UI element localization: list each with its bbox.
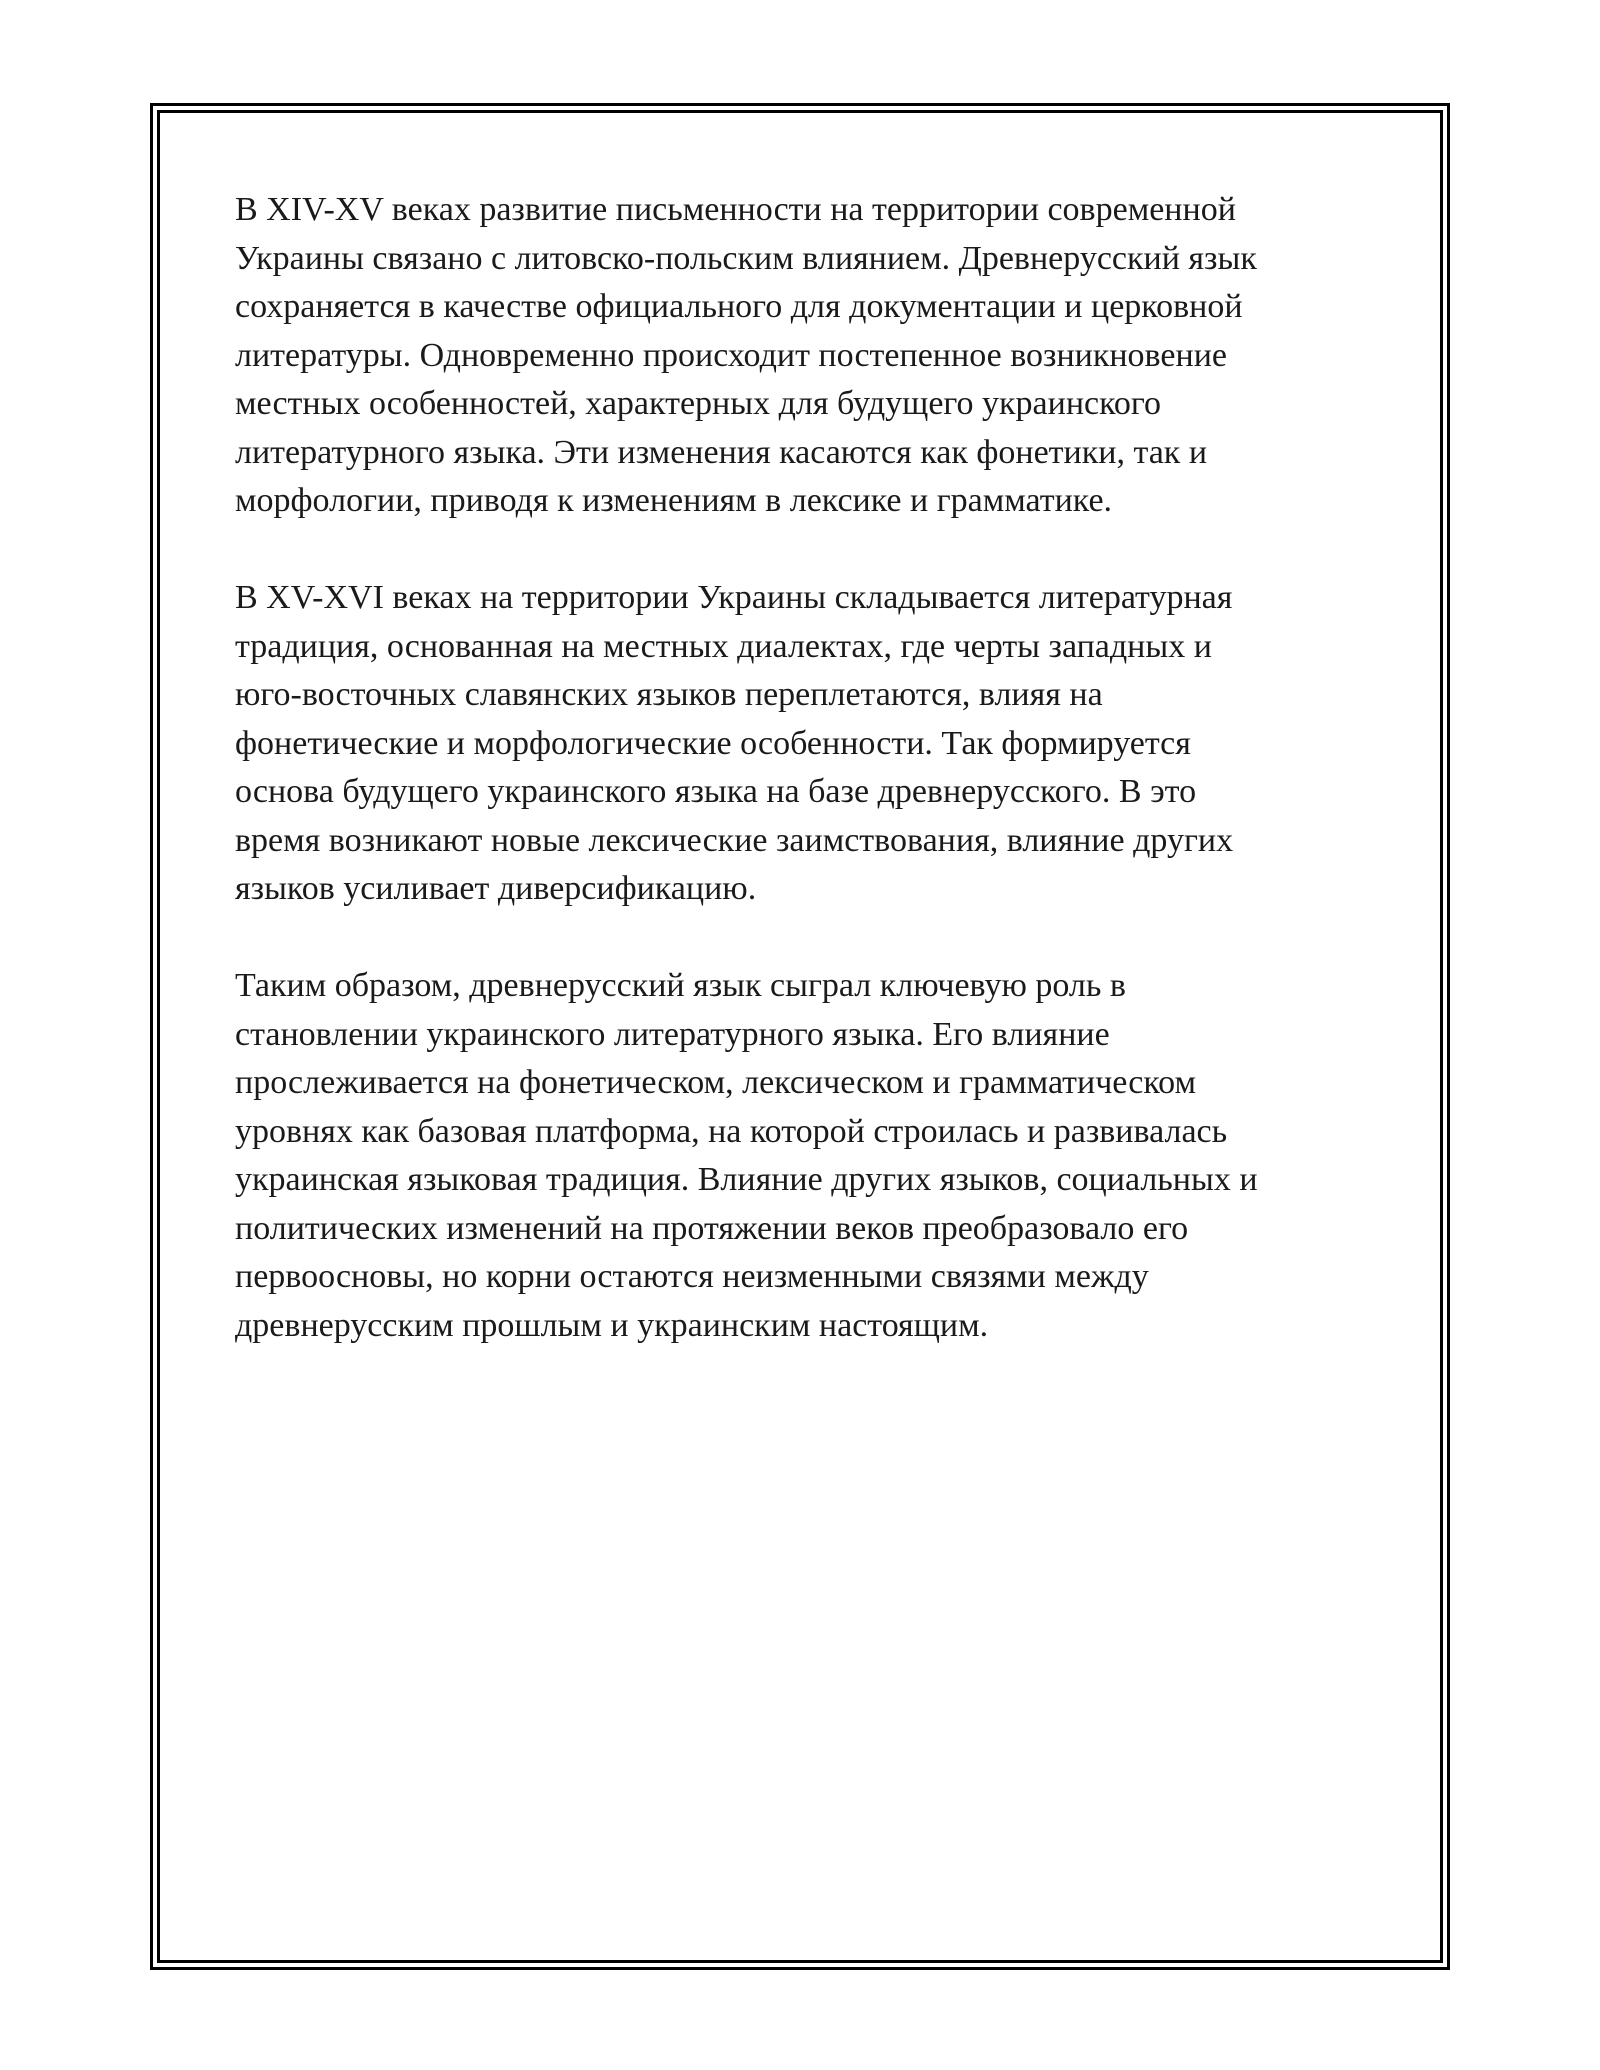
text-line: политических изменений на протяжении веков преобразовало его	[235, 1209, 1189, 1247]
text-line: местных особенностей, характерных для будущего украинского	[235, 385, 1162, 422]
text-line: сохраняется в качестве официального для документации и церковной	[235, 288, 1243, 325]
paragraph-3	[235, 962, 1365, 1350]
text-line: В XV-XVI веках на территории Украины складывается литературная	[235, 579, 1233, 616]
text-line: В XIV-XV веках развитие письменности на территории современной	[235, 191, 1236, 228]
text-line: украинская языковая традиция. Влияние других языков, социальных и	[235, 1161, 1258, 1198]
text-line: основа будущего украинского языка на базе древнерусского. В это	[235, 773, 1197, 810]
text-line: литературы. Одновременно происходит постепенное возникновение	[235, 336, 1227, 374]
text-line: древнерусским прошлым и украинским настоящим.	[235, 1306, 989, 1344]
text-line: время возникают новые лексические заимствования, влияние других	[235, 821, 1234, 859]
document-body	[235, 186, 1365, 1399]
text-line: прослеживается на фонетическом, лексическом и грамматическом	[235, 1064, 1196, 1101]
text-line: литературного языка. Эти изменения касаются как фонетики, так и	[235, 433, 1208, 471]
text-line: уровнях как базовая платформа, на которой строилась и развивалась	[235, 1112, 1228, 1150]
text-line: традиция, основанная на местных диалектах, где черты западных и	[235, 627, 1212, 665]
text-line: фонетические и морфологические особенности. Так формируется	[235, 724, 1191, 762]
text-line: юго-восточных славянских языков переплетаются, влияя на	[235, 676, 1103, 713]
text-line: становлении украинского литературного языка. Его влияние	[235, 1015, 1110, 1053]
text-line: первоосновы, но корни остаются неизменными связями между	[235, 1258, 1149, 1295]
paragraph-1	[235, 186, 1365, 526]
text-line: морфологии, приводя к изменениям в лексике и грамматике.	[235, 482, 1113, 519]
text-line: языков усиливает диверсификацию.	[235, 870, 757, 907]
text-line: Таким образом, древнерусский язык сыграл ключевую роль в	[235, 967, 1126, 1004]
text-line: Украины связано с литовско-польским влиянием. Древнерусский язык	[235, 239, 1257, 277]
paragraph-2	[235, 574, 1365, 914]
